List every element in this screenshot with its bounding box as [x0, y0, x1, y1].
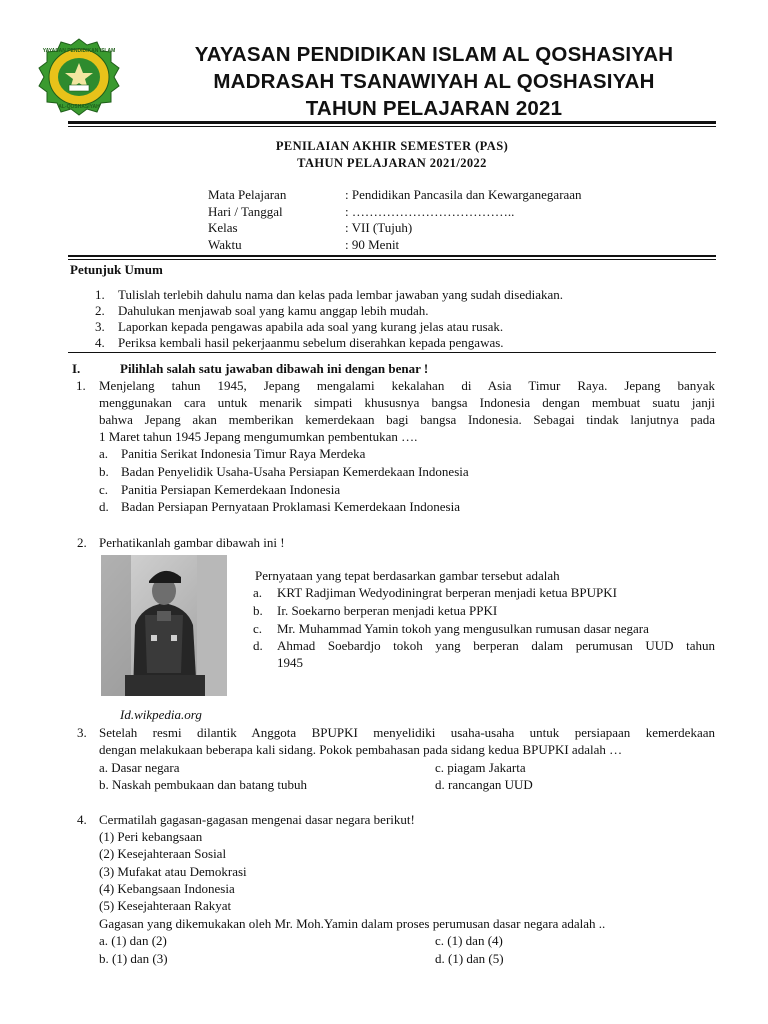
info-rule-thin	[68, 259, 716, 260]
instruction-number: 2.	[95, 303, 105, 318]
info-rule-thick	[68, 255, 716, 257]
instruction-text: Laporkan kepada pengawas apabila ada soal yang kurang jelas atau rusak.	[118, 319, 504, 334]
section-instruction: Pilihlah salah satu jawaban dibawah ini dengan benar !	[120, 361, 429, 376]
list-item: (2) Kesejahteraan Sosial	[99, 846, 227, 861]
option-text: Mr. Muhammad Yamin tokoh yang mengusulkan rumusan dasar negara	[277, 621, 649, 636]
exam-title: PENILAIAN AKHIR SEMESTER (PAS)	[275, 139, 509, 153]
option-text: Panitia Persiapan Kemerdekaan Indonesia	[121, 482, 341, 497]
option-text: KRT Radjiman Wedyodiningrat berperan menjadi ketua BPUPKI	[277, 585, 617, 600]
historical-portrait-photo	[101, 555, 227, 696]
option-letter: d.	[253, 638, 263, 653]
question-text-line: bahwa Jepang akan memberikan kemerdekaan bagi bangsa Indonesia. Sebagai tindak lanjutnya pada	[99, 412, 715, 427]
instruction-number: 1.	[95, 287, 105, 302]
instruction-number: 4.	[95, 335, 105, 350]
question-number: 3.	[77, 725, 87, 740]
option-d: d. rancangan UUD	[435, 777, 533, 792]
question-text-line: dengan melakukaan beberapa kali sidang. Pokok pembahasan pada sidang kedua BPUPKI adalah …	[99, 742, 623, 757]
option-letter: a.	[253, 585, 263, 600]
question-text-line: Setelah resmi dilantik Anggota BPUPKI menyelidiki usaha-usaha untuk persiapaan kemerdekaan	[99, 725, 715, 740]
list-item: (3) Mufakat atau Demokrasi	[99, 864, 247, 879]
info-value: : VII (Tujuh)	[345, 220, 413, 235]
logo-text-bottom: AL-QOSHASIYAH	[58, 104, 100, 110]
header-line-3: TAHUN PELAJARAN 2021	[305, 97, 563, 120]
list-item: (1) Peri kebangsaan	[99, 829, 203, 844]
option-text: Ahmad Soebardjo tokoh yang berperan dalam perumusan UUD tahun	[277, 638, 715, 653]
option-c: c. (1) dan (4)	[435, 933, 503, 948]
option-d: d. (1) dan (5)	[435, 951, 504, 966]
option-b: b. (1) dan (3)	[99, 951, 168, 966]
question-stem: Pernyataan yang tepat berdasarkan gambar tersebut adalah	[255, 568, 560, 583]
instruction-text: Tulislah terlebih dahulu nama dan kelas pada lembar jawaban yang sudah disediakan.	[118, 287, 564, 302]
question-stem: Gagasan yang dikemukakan oleh Mr. Moh.Yamin dalam proses perumusan dasar negara adalah ..	[99, 916, 606, 931]
info-value: : 90 Menit	[345, 237, 400, 252]
option-b: b. Naskah pembukaan dan batang tubuh	[99, 777, 307, 792]
option-letter: a.	[99, 446, 109, 461]
option-text: Ir. Soekarno berperan menjadi ketua PPKI	[277, 603, 498, 618]
option-a: a. Dasar negara	[99, 760, 180, 775]
question-number: 1.	[76, 378, 86, 393]
option-letter: b.	[99, 464, 109, 479]
section-number: I.	[72, 361, 81, 376]
header-line-2: MADRASAH TSANAWIYAH AL QOSHASIYAH	[213, 70, 655, 93]
instructions-heading: Petunjuk Umum	[70, 262, 163, 277]
question-number: 4.	[77, 812, 87, 827]
option-letter: c.	[253, 621, 263, 636]
exam-year: TAHUN PELAJARAN 2021/2022	[297, 156, 487, 170]
instruction-text: Dahulukan menjawab soal yang kamu anggap lebih mudah.	[118, 303, 429, 318]
option-text: Badan Persiapan Pernyataan Proklamasi Kemerdekaan Indonesia	[121, 499, 460, 514]
image-source-caption: Id.wikpedia.org	[120, 707, 202, 722]
option-letter: b.	[253, 603, 263, 618]
list-item: (5) Kesejahteraan Rakyat	[99, 898, 232, 913]
option-text: Badan Penyelidik Usaha-Usaha Persiapan Kemerdekaan Indonesia	[121, 464, 469, 479]
question-text: Perhatikanlah gambar dibawah ini !	[99, 535, 285, 550]
option-c: c. piagam Jakarta	[435, 760, 526, 775]
option-letter: d.	[99, 499, 109, 514]
instruction-text: Periksa kembali hasil pekerjaanmu sebelum diserahkan kepada pengawas.	[118, 335, 504, 350]
info-value: : ………………………………..	[345, 204, 515, 219]
info-label: Mata Pelajaran	[208, 187, 287, 202]
header-rule-thick	[68, 121, 716, 124]
option-text-continued: 1945	[277, 655, 303, 670]
instructions-rule	[68, 352, 716, 353]
info-label: Waktu	[208, 237, 242, 252]
info-label: Hari / Tanggal	[208, 204, 283, 219]
instruction-number: 3.	[95, 319, 105, 334]
question-text-line: 1 Maret tahun 1945 Jepang mengumumkan pembentukan ….	[99, 429, 418, 444]
header-rule-thin	[68, 126, 716, 127]
question-number: 2.	[77, 535, 87, 550]
header-line-1: YAYASAN PENDIDIKAN ISLAM AL QOSHASIYAH	[194, 43, 674, 66]
question-text: Cermatilah gagasan-gagasan mengenai dasar negara berikut!	[99, 812, 415, 827]
option-text: Panitia Serikat Indonesia Timur Raya Merdeka	[121, 446, 366, 461]
option-letter: c.	[99, 482, 109, 497]
info-label: Kelas	[208, 220, 238, 235]
question-text-line: menggunakan cara untuk menarik simpati khususnya bangsa Indonesia dengan membuat suatu janji	[99, 395, 715, 410]
list-item: (4) Kebangsaan Indonesia	[99, 881, 235, 896]
option-a: a. (1) dan (2)	[99, 933, 167, 948]
question-text-line: Menjelang tahun 1945, Jepang mengalami kekalahan di Asia Timur Raya. Jepang banyak	[99, 378, 715, 393]
logo-text-top: YAYASAN PENDIDIKAN ISLAM	[42, 48, 116, 54]
info-value: : Pendidikan Pancasila dan Kewarganegaraan	[345, 187, 582, 202]
